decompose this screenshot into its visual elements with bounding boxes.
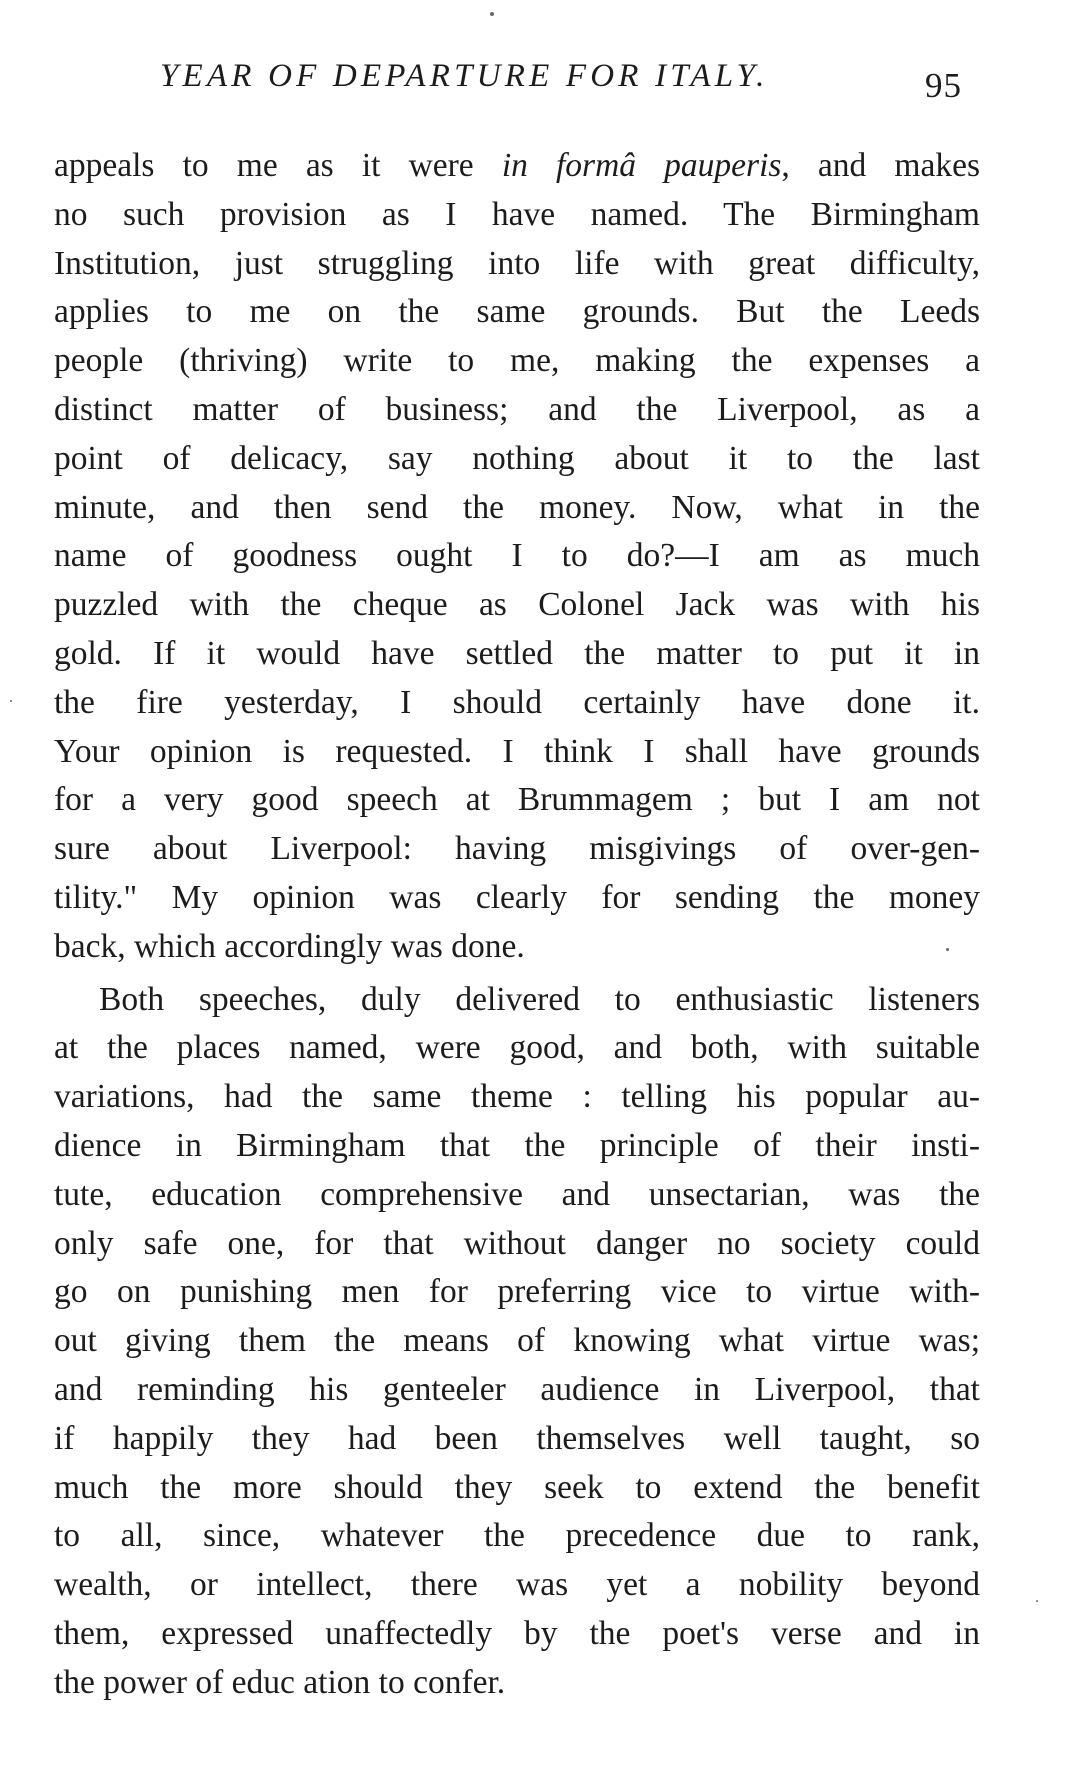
text-line: go on punishing men for preferring vice to virtue with-: [54, 1273, 980, 1311]
running-head: [0, 52, 1065, 105]
text-line: tility." My opinion was clearly for sending the money: [54, 878, 980, 916]
text-line: gold. If it would have settled the matter to put it in: [54, 634, 980, 672]
text-line: variations, had the same theme : telling his popular au-: [54, 1078, 980, 1116]
text-line: minute, and then send the money. Now, what in the: [54, 488, 980, 526]
text-line: tute, education comprehensive and unsectarian, was the: [54, 1175, 980, 1213]
text-line: Both speeches, duly delivered to enthusiastic listeners: [99, 980, 980, 1018]
print-speck: [490, 12, 494, 16]
print-speck: [10, 700, 12, 702]
text-line: if happily they had been themselves well taught, so: [54, 1419, 980, 1457]
text-line: no such provision as I have named. The Birmingham: [54, 195, 980, 233]
text-line: to all, since, whatever the precedence due to rank,: [54, 1517, 980, 1555]
latin-phrase: in formâ pauperis: [501, 147, 782, 184]
text-line: name of goodness ought I to do?—I am as much: [54, 537, 980, 575]
text-line: point of delicacy, say nothing about it to the last: [54, 439, 980, 477]
text-line: and reminding his genteeler audience in Liverpool, that: [54, 1370, 980, 1408]
text-line: applies to me on the same grounds. But the Leeds: [54, 293, 980, 331]
text-line: people (thriving) write to me, making the expenses a: [54, 342, 980, 380]
text-line: much the more should they seek to extend the benefit: [54, 1468, 980, 1506]
text-line: only safe one, for that without danger no society could: [54, 1224, 980, 1262]
text-line: out giving them the means of knowing what virtue was;: [54, 1322, 980, 1360]
text-line: appeals to me as it were in formâ pauperis, and makes: [54, 147, 981, 184]
paragraph-1: [54, 142, 980, 972]
text-line: sure about Liverpool: having misgivings of over-gen-: [54, 830, 980, 868]
text-line: wealth, or intellect, there was yet a nobility beyond: [54, 1566, 980, 1604]
print-speck: [1036, 1600, 1038, 1602]
text-line: for a very good speech at Brummagem ; but I am not: [54, 781, 980, 819]
body-text: [54, 142, 980, 1708]
text-line: Institution, just struggling into life with great difficulty,: [54, 244, 980, 282]
text-line: distinct matter of business; and the Liverpool, as a: [54, 390, 980, 428]
page-number: 95: [925, 66, 962, 105]
text-line: the power of educ ation to confer.: [54, 1663, 506, 1701]
text-line: Your opinion is requested. I think I shall have grounds: [54, 732, 980, 770]
paragraph-2: [54, 976, 980, 1708]
text-line: them, expressed unaffectedly by the poet's verse and in: [54, 1614, 980, 1652]
text-line: puzzled with the cheque as Colonel Jack was with his: [54, 586, 980, 624]
running-title: YEAR OF DEPARTURE FOR ITALY.: [160, 58, 769, 94]
text-line: the fire yesterday, I should certainly have done it.: [54, 683, 980, 721]
text-line: at the places named, were good, and both, with suitable: [54, 1029, 980, 1067]
text-line: dience in Birmingham that the principle of their insti-: [54, 1126, 980, 1164]
text-line: back, which accordingly was done.: [54, 927, 525, 965]
